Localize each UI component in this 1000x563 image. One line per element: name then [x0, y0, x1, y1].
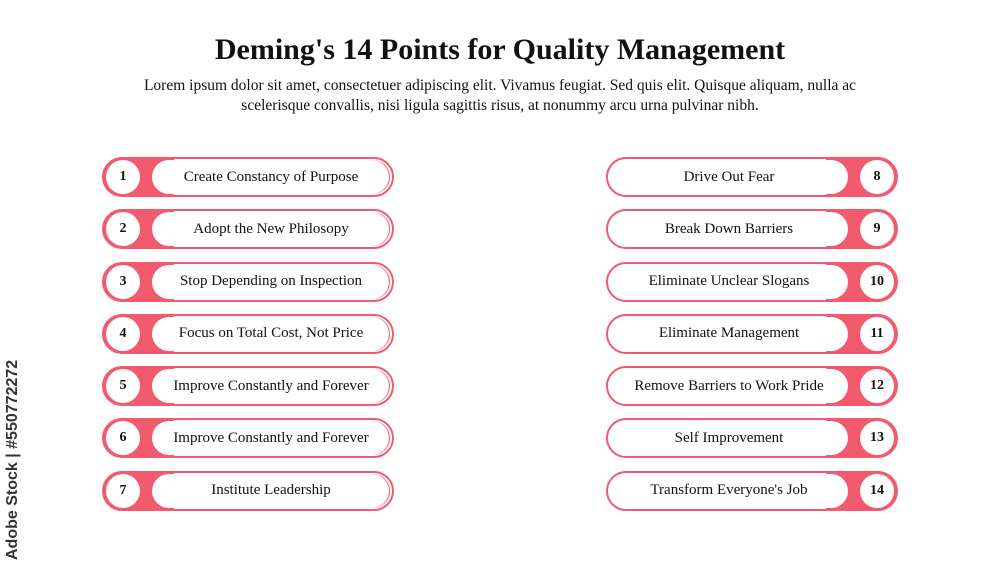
point-item-11 [606, 314, 898, 354]
point-label: Break Down Barriers [610, 212, 848, 246]
point-number: 10 [860, 265, 894, 299]
point-label: Improve Constantly and Forever [152, 369, 390, 403]
point-label: Eliminate Unclear Slogans [610, 265, 848, 299]
point-label: Create Constancy of Purpose [152, 160, 390, 194]
point-item-5 [102, 366, 394, 406]
right-column [606, 157, 898, 523]
point-number: 6 [106, 421, 140, 455]
point-item-6 [102, 418, 394, 458]
point-item-14 [606, 471, 898, 511]
stock-watermark: Adobe Stock | #550772272 [4, 359, 21, 560]
point-label: Improve Constantly and Forever [152, 421, 390, 455]
point-item-4 [102, 314, 394, 354]
point-label: Drive Out Fear [610, 160, 848, 194]
point-label: Adopt the New Philosopy [152, 212, 390, 246]
left-column [102, 157, 394, 523]
page-title: Deming's 14 Points for Quality Management [214, 33, 786, 66]
point-item-1 [102, 157, 394, 197]
point-number: 12 [860, 369, 894, 403]
point-number: 3 [106, 265, 140, 299]
point-item-8 [606, 157, 898, 197]
point-label: Remove Barriers to Work Pride [610, 369, 848, 403]
point-number: 8 [860, 160, 894, 194]
point-item-13 [606, 418, 898, 458]
point-number: 1 [106, 160, 140, 194]
point-label: Stop Depending on Inspection [152, 265, 390, 299]
page-subtitle: Lorem ipsum dolor sit amet, consectetuer adipiscing elit. Vivamus feugiat. Sed quis elit. Quisque aliquam, nulla ac scelerisque convallis, nisi ligula sagittis risus, at nonummy arcu urna pulvinar nibh. [143, 77, 857, 114]
point-label: Focus on Total Cost, Not Price [152, 317, 390, 351]
point-label: Institute Leadership [152, 474, 390, 508]
point-item-2 [102, 209, 394, 249]
point-number: 14 [860, 474, 894, 508]
point-number: 4 [106, 317, 140, 351]
point-number: 7 [106, 474, 140, 508]
point-number: 5 [106, 369, 140, 403]
point-number: 11 [860, 317, 894, 351]
point-item-3 [102, 262, 394, 302]
point-item-12 [606, 366, 898, 406]
point-label: Transform Everyone's Job [610, 474, 848, 508]
point-number: 2 [106, 212, 140, 246]
point-item-10 [606, 262, 898, 302]
point-label: Eliminate Management [610, 317, 848, 351]
point-item-9 [606, 209, 898, 249]
point-label: Self Improvement [610, 421, 848, 455]
point-number: 9 [860, 212, 894, 246]
point-item-7 [102, 471, 394, 511]
point-number: 13 [860, 421, 894, 455]
